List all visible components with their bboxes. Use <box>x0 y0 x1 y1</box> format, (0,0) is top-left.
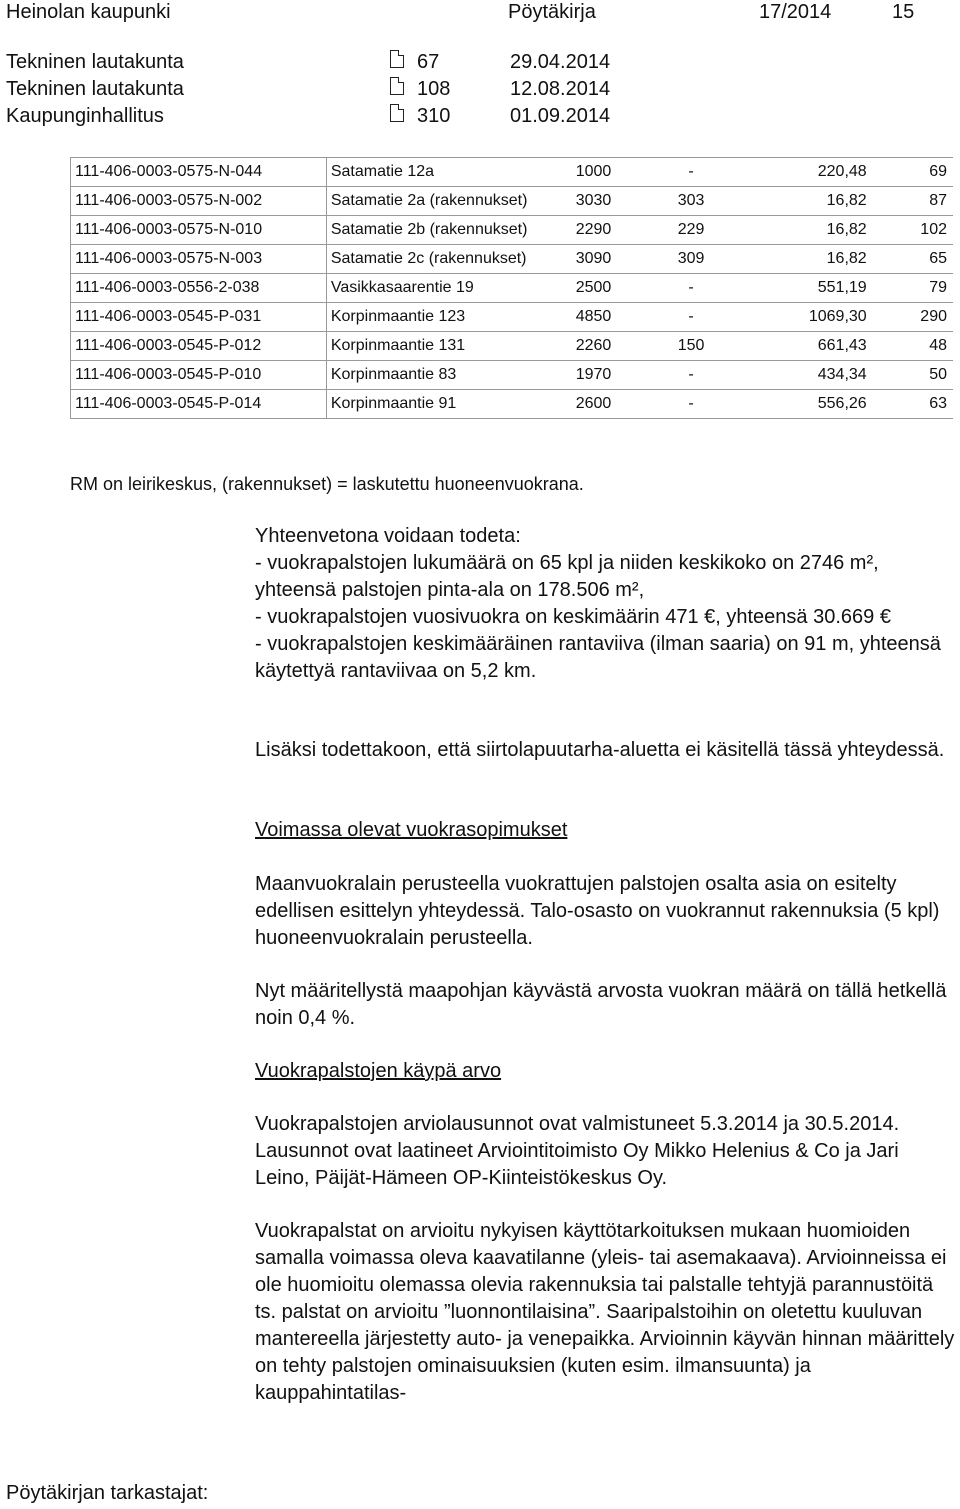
table-row <box>71 332 954 361</box>
rent-cell: 551,19 <box>732 274 872 303</box>
shore-cell: 102 <box>873 216 953 245</box>
table-row <box>71 390 954 419</box>
table-row <box>71 245 954 274</box>
minutes-body: Tekninen lautakunta <box>6 51 184 73</box>
table-note: RM on leirikeskus, (rakennukset) = laskutettu huoneenvuokrana. <box>70 474 584 494</box>
table-row <box>71 158 954 187</box>
shore-cell: 63 <box>873 390 953 419</box>
shore-cell: 50 <box>873 361 953 390</box>
address-cell: Korpinmaantie 91 <box>326 390 571 419</box>
document-icon <box>390 104 404 122</box>
plot-id-cell: 111-406-0003-0575-N-002 <box>71 187 327 216</box>
paragraph: Maanvuokralain perusteella vuokrattujen palstojen osalta asia on esitelty edellisen esittelyn yhteydessä. Talo-osasto on vuokrannut rakennuksia (5 kpl) huoneenvuokralain perusteella. <box>255 873 940 949</box>
shore-cell: 69 <box>873 158 953 187</box>
area-cell: 3090 <box>572 245 652 274</box>
rent-cell: 1069,30 <box>732 303 872 332</box>
table-row <box>71 187 954 216</box>
plot-id-cell: 111-406-0003-0545-P-031 <box>71 303 327 332</box>
summary-intro: Yhteenvetona voidaan todeta: <box>255 525 521 547</box>
area-cell: 2260 <box>572 332 652 361</box>
plot-id-cell: 111-406-0003-0575-N-003 <box>71 245 327 274</box>
area-cell: 1970 <box>572 361 652 390</box>
rent-cell: 220,48 <box>732 158 872 187</box>
paragraph: Nyt määritellystä maapohjan käyvästä arvosta vuokran määrä on tällä hetkellä noin 0,4 %. <box>255 980 947 1029</box>
plot-id-cell: 111-406-0003-0545-P-014 <box>71 390 327 419</box>
building-cell: 303 <box>652 187 732 216</box>
building-cell: - <box>652 158 732 187</box>
section-heading: Voimassa olevat vuokrasopimukset <box>255 819 568 841</box>
address-cell: Satamatie 2a (rakennukset) <box>326 187 571 216</box>
minutes-date: 01.09.2014 <box>510 105 611 127</box>
minutes-num: 310 <box>417 105 451 127</box>
paragraph: Vuokrapalstojen arviolausunnot ovat valmistuneet 5.3.2014 ja 30.5.2014. Lausunnot ovat laatineet Arviointitoimisto Oy Mikko Helenius & Co ja Jari Leino, Päijät-Hämeen OP-Kiinteistökeskus Oy. <box>255 1113 900 1189</box>
euro-symbol: € <box>704 606 716 628</box>
building-cell: - <box>652 361 732 390</box>
paragraph: Lisäksi todettakoon, että siirtolapuutarha-aluetta ei käsitellä tässä yhteydessä. <box>255 739 945 761</box>
minutes-body: Tekninen lautakunta <box>6 78 184 100</box>
table-row <box>71 303 954 332</box>
rent-cell: 434,34 <box>732 361 872 390</box>
plot-id-cell: 111-406-0003-0575-N-010 <box>71 216 327 245</box>
rent-cell: 16,82 <box>732 245 872 274</box>
footer-label: Pöytäkirjan tarkastajat: <box>6 1482 209 1504</box>
paragraph: Vuokrapalstat on arvioitu nykyisen käyttötarkoituksen mukaan huomioiden samalla voimassa oleva kaavatilanne (yleis- tai asemakaava). Arvioinneissa ei ole huomioitu olemassa olevia rakennuksia tai palstalle tehtyjä parannustöitä ts. palstat on arvioitu ”luonnontilaisina”. Saaripalstoihin on oletettu kuuluvan mantereella järjestetty auto- ja venepaikka. Arvioinnin käyvän hinnan määrittely on tehty palstojen ominaisuuksien (kuten esim. ilmansuunta) ja kauppahintatilas- <box>255 1220 955 1404</box>
table-row <box>71 216 954 245</box>
area-cell: 3030 <box>572 187 652 216</box>
area-cell: 4850 <box>572 303 652 332</box>
summary-line: - vuokrapalstojen vuosivuokra on keskimäärin 471 €, yhteensä 30.669 € <box>255 606 891 628</box>
area-cell: 2600 <box>572 390 652 419</box>
section-heading: Vuokrapalstojen käypä arvo <box>255 1060 502 1082</box>
page-number: 15 <box>892 1 915 23</box>
euro-symbol: € <box>879 606 891 628</box>
rent-cell: 16,82 <box>732 187 872 216</box>
summary-line: - vuokrapalstojen lukumäärä on 65 kpl ja niiden keskikoko on 2746 m², yhteensä palstojen pinta-ala on 178.506 m², <box>255 552 879 601</box>
doc-type: Pöytäkirja <box>508 1 596 23</box>
address-cell: Korpinmaantie 123 <box>326 303 571 332</box>
doc-number: 17/2014 <box>759 1 832 23</box>
minutes-date: 29.04.2014 <box>510 51 611 73</box>
address-cell: Satamatie 2c (rakennukset) <box>326 245 571 274</box>
address-cell: Satamatie 2b (rakennukset) <box>326 216 571 245</box>
area-cell: 2500 <box>572 274 652 303</box>
building-cell: 150 <box>652 332 732 361</box>
table-row <box>71 361 954 390</box>
plot-id-cell: 111-406-0003-0545-P-010 <box>71 361 327 390</box>
area-cell: 2290 <box>572 216 652 245</box>
document-icon <box>390 77 404 95</box>
building-cell: 309 <box>652 245 732 274</box>
plot-id-cell: 111-406-0003-0545-P-012 <box>71 332 327 361</box>
building-cell: 229 <box>652 216 732 245</box>
building-cell: - <box>652 390 732 419</box>
city-name: Heinolan kaupunki <box>6 1 171 23</box>
rent-cell: 556,26 <box>732 390 872 419</box>
shore-cell: 48 <box>873 332 953 361</box>
address-cell: Korpinmaantie 83 <box>326 361 571 390</box>
minutes-body: Kaupunginhallitus <box>6 105 164 127</box>
document-icon <box>390 50 404 68</box>
shore-cell: 65 <box>873 245 953 274</box>
rent-cell: 661,43 <box>732 332 872 361</box>
rent-cell: 16,82 <box>732 216 872 245</box>
building-cell: - <box>652 274 732 303</box>
address-cell: Korpinmaantie 131 <box>326 332 571 361</box>
rental-plots-table <box>70 157 953 419</box>
shore-cell: 79 <box>873 274 953 303</box>
shore-cell: 290 <box>873 303 953 332</box>
minutes-num: 67 <box>417 51 440 73</box>
minutes-num: 108 <box>417 78 451 100</box>
table-row <box>71 274 954 303</box>
address-cell: Satamatie 12a <box>326 158 571 187</box>
address-cell: Vasikkasaarentie 19 <box>326 274 571 303</box>
plot-id-cell: 111-406-0003-0556-2-038 <box>71 274 327 303</box>
area-cell: 1000 <box>572 158 652 187</box>
summary-section <box>255 523 955 685</box>
minutes-date: 12.08.2014 <box>510 78 611 100</box>
building-cell: - <box>652 303 732 332</box>
shore-cell: 87 <box>873 187 953 216</box>
summary-line: - vuokrapalstojen keskimääräinen rantaviiva (ilman saaria) on 91 m, yhteensä käytettyä rantaviivaa on 5,2 km. <box>255 633 941 682</box>
plot-id-cell: 111-406-0003-0575-N-044 <box>71 158 327 187</box>
